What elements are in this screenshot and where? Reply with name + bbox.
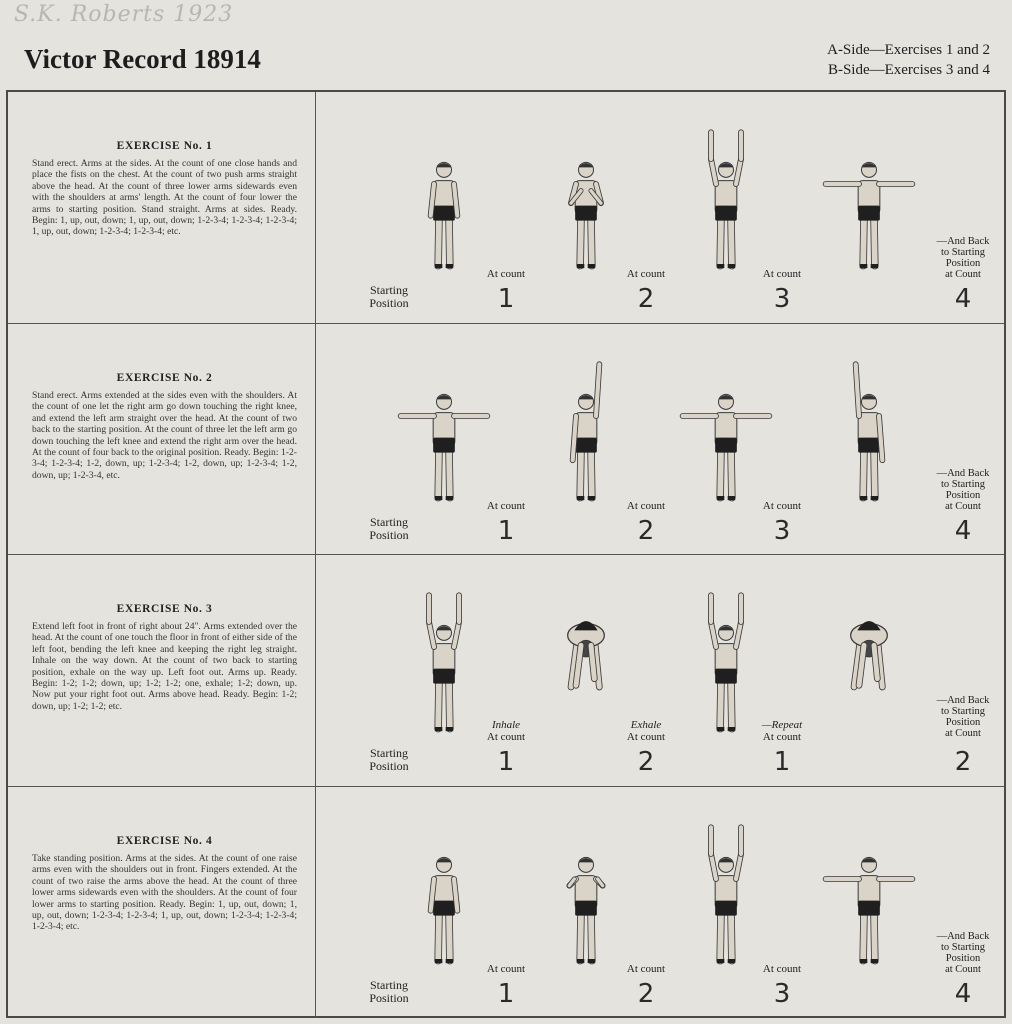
back-label-line: to Starting	[940, 942, 986, 953]
back-label-line: Position	[945, 258, 981, 269]
back-to-start-label	[928, 695, 998, 739]
count-number: 2	[637, 516, 655, 546]
exercise-figure	[394, 104, 494, 294]
final-count-number: 2	[954, 747, 972, 777]
exercise-figures	[316, 324, 1004, 555]
count-caption: At count	[626, 963, 666, 975]
page-title: Victor Record 18914	[24, 44, 261, 74]
exercise-figure	[676, 799, 776, 989]
count-caption: At count	[486, 731, 526, 743]
exercise-figures	[316, 92, 1004, 324]
count-label	[471, 268, 541, 280]
starting-label-line: Starting	[370, 978, 408, 992]
final-count-number: 4	[954, 516, 972, 546]
count-number: 1	[497, 284, 515, 314]
back-label-line: —And Back	[936, 236, 990, 247]
starting-label-line: Position	[369, 759, 409, 773]
back-label-line: —And Back	[936, 695, 990, 706]
count-number: 1	[497, 516, 515, 546]
count-label	[747, 719, 817, 743]
exercise-instructions: Take standing position. Arms at the sides. At the count of one raise arms even with the shoulders out in front. Fingers extended. At the count of two raise the arms above the head. At the count of three lower arms sidewards even with the shoulders. At the count of four lower arms to starting position. Ready. Begin: 1, up, out, down; 1, up, out, down; 1-2-3-4; 1-2-3-4; 1, up, out, down; 1-2-3-4; 1-2-3-4; 1-2-3-4; etc.	[32, 853, 297, 933]
exercise-title: EXERCISE No. 2	[116, 372, 213, 384]
back-label-line: at Count	[945, 269, 981, 280]
count-number: 3	[773, 979, 791, 1009]
back-label-line: to Starting	[940, 706, 986, 717]
back-label-line: at Count	[945, 728, 981, 739]
exercise-title: EXERCISE No. 4	[116, 835, 213, 847]
record-sides	[827, 40, 990, 80]
exercise-text	[8, 555, 316, 786]
exercise-figure	[819, 567, 919, 757]
count-caption: At count	[486, 500, 526, 512]
count-label	[747, 963, 817, 975]
count-caption: At count	[626, 731, 666, 743]
back-label-line: Position	[945, 953, 981, 964]
exercise-figure	[819, 104, 919, 294]
count-number: 2	[637, 284, 655, 314]
exercise-text	[8, 787, 316, 1018]
exercise-text	[8, 324, 316, 555]
exercise-row	[8, 554, 1004, 786]
exercise-figure	[536, 104, 636, 294]
back-label-line: —And Back	[936, 931, 990, 942]
count-caption: At count	[762, 268, 802, 280]
count-label	[471, 500, 541, 512]
exercise-row	[8, 786, 1004, 1018]
exercise-instructions: Extend left foot in front of right about 24". Arms extended over the head. At the count of one touch the floor in front of either side of the left foot, bending the left knee and keeping the right leg straight. Inhale on the way down. At the count of two back to starting position, exhale on the way up. Left foot out. Arms up. Ready. Begin: 1-2; 1-2; down, up; 1-2; 1-2; one, exhale; 1-2; down, up. Now put your right foot out. Arms above head. Ready. Begin: 1-2; down, up; 1-2; 1-2; etc.	[32, 621, 297, 712]
side-b-label: B-Side—Exercises 3 and 4	[827, 62, 990, 78]
starting-label-line: Position	[369, 296, 409, 310]
count-number: 3	[773, 516, 791, 546]
count-number: 2	[637, 979, 655, 1009]
count-prefix: —Repeat	[761, 719, 803, 731]
exercise-figure	[536, 336, 636, 526]
signature: S.K. Roberts 1923	[14, 2, 234, 27]
back-to-start-label	[928, 931, 998, 975]
count-caption: At count	[626, 268, 666, 280]
count-label	[471, 963, 541, 975]
exercise-figure	[394, 336, 494, 526]
count-prefix: Inhale	[491, 719, 521, 731]
starting-label-line: Position	[369, 528, 409, 542]
exercise-figure	[819, 799, 919, 989]
exercise-figures	[316, 787, 1004, 1018]
exercise-figure	[394, 799, 494, 989]
exercise-row	[8, 323, 1004, 555]
exercise-title: EXERCISE No. 1	[116, 140, 213, 152]
count-number: 1	[773, 747, 791, 777]
count-label	[747, 268, 817, 280]
exercise-text	[8, 92, 316, 324]
final-count-number: 4	[954, 284, 972, 314]
back-label-line: —And Back	[936, 468, 990, 479]
exercise-instructions: Stand erect. Arms extended at the sides even with the shoulders. At the count of one let the right arm go down touching the right knee, and extend the left arm straight over the head. At the count of two back to the starting position. At the count of three let the left arm go down touching the left knee and extend the right arm over the head. At the count of four back to the original position. Ready. Begin: 1-2-3-4; 1-2-3-4; 1-2, down, up; 1-2-3-4; 1-2, down, up; 1-2-3-4; 1-2, down, up; 1-2-3-4, etc.	[32, 390, 297, 481]
back-to-start-label	[928, 468, 998, 512]
exercise-row	[8, 92, 1004, 324]
count-number: 3	[773, 284, 791, 314]
back-label-line: at Count	[945, 964, 981, 975]
count-number: 2	[637, 747, 655, 777]
count-label	[611, 500, 681, 512]
final-count-number: 4	[954, 979, 972, 1009]
count-label	[747, 500, 817, 512]
count-caption: At count	[762, 500, 802, 512]
exercise-figure	[676, 336, 776, 526]
exercise-figure	[819, 336, 919, 526]
count-caption: At count	[762, 731, 802, 743]
count-label	[471, 719, 541, 743]
back-label-line: Position	[945, 490, 981, 501]
back-to-start-label	[928, 236, 998, 280]
starting-label-line: Starting	[370, 515, 408, 529]
starting-label-line: Starting	[370, 746, 408, 760]
count-caption: At count	[486, 963, 526, 975]
count-caption: At count	[762, 963, 802, 975]
back-label-line: to Starting	[940, 247, 986, 258]
exercise-figure	[676, 104, 776, 294]
back-label-line: at Count	[945, 501, 981, 512]
count-caption: At count	[626, 500, 666, 512]
exercise-title: EXERCISE No. 3	[116, 603, 213, 615]
back-label-line: to Starting	[940, 479, 986, 490]
exercise-figure	[536, 799, 636, 989]
side-a-label: A-Side—Exercises 1 and 2	[827, 42, 990, 58]
starting-label-line: Position	[369, 991, 409, 1005]
back-label-line: Position	[945, 717, 981, 728]
count-prefix: Exhale	[630, 719, 662, 731]
count-number: 1	[497, 747, 515, 777]
exercise-grid	[6, 90, 1006, 1018]
count-caption: At count	[486, 268, 526, 280]
count-label	[611, 963, 681, 975]
count-label	[611, 719, 681, 743]
count-number: 1	[497, 979, 515, 1009]
exercise-instructions: Stand erect. Arms at the sides. At the count of one close hands and place the fists on the chest. At the count of two push arms straight above the head. At the count of three lower arms sidewards even with the shoulders at arms' length. At the count of four lower the arms to starting position. Stand straight. Arms at sides. Ready. Begin: 1, up, out, down; 1, up, out, down; 1-2-3-4; 1-2-3-4; 1-2-3-4; 1, up, out, down; 1-2-3-4; 1-2-3-4; etc.	[32, 158, 297, 238]
count-label	[611, 268, 681, 280]
exercise-figures	[316, 555, 1004, 786]
starting-label-line: Starting	[370, 283, 408, 297]
